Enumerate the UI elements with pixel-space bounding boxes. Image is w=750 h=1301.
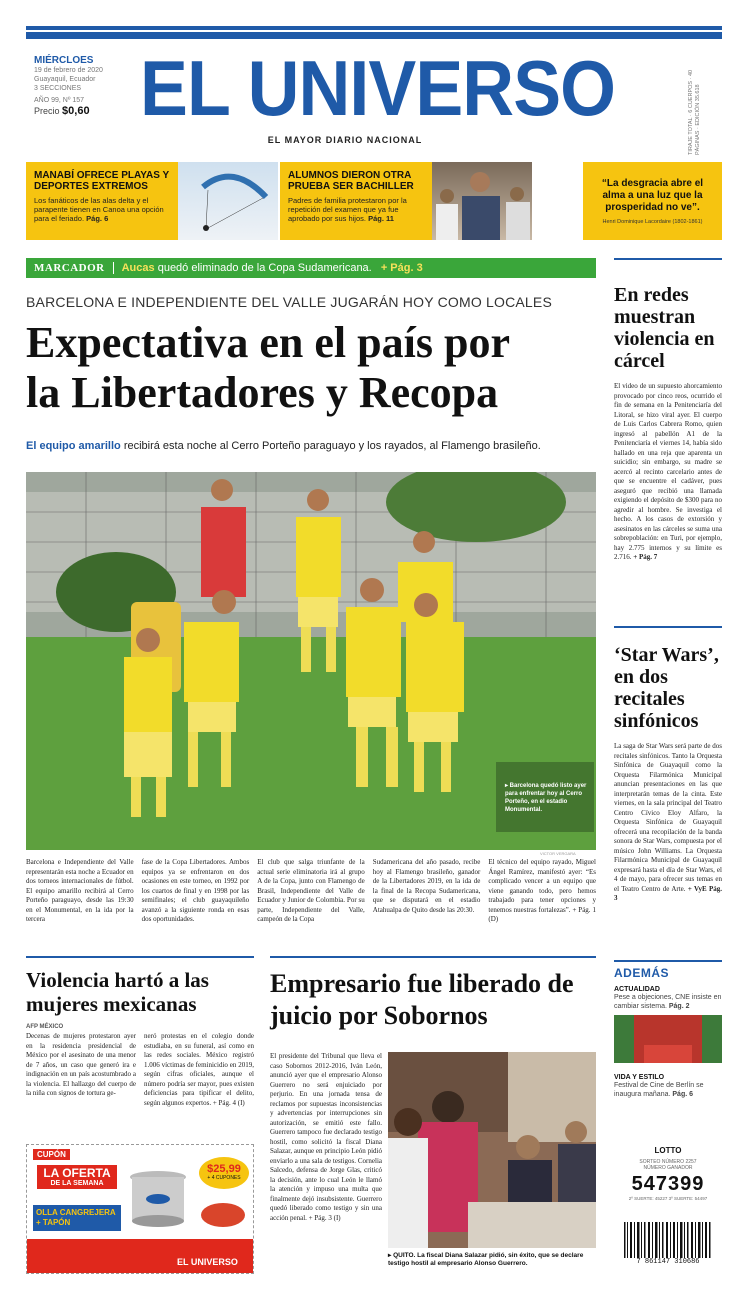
- body-column: Barcelona e Independiente del Valle representarán esta noche a Ecuador en dos torneos internacionales de fútbol. El equipo amarillo recibirá al Cerro Porteño paraguayo, desde las 19:30 en el Monumental, en la ida por la tercera: [26, 858, 134, 923]
- side-rule: [614, 258, 722, 260]
- story-empresario[interactable]: [270, 956, 596, 1032]
- date-block: [34, 55, 144, 116]
- photo-credit: VICTOR VERGARA: [540, 851, 576, 856]
- promo-title: ALUMNOS DIERON OTRA PRUEBA SER BACHILLER: [288, 170, 414, 192]
- main-photo-caption: ▸ Barcelona quedó listo ayer para enfrentar hoy al Cerro Porteño, en el estadio Monumental.: [505, 783, 587, 813]
- masthead-logo[interactable]: EL UNIVERSO: [140, 44, 616, 132]
- issue-line: AÑO 99, Nº 157: [34, 97, 85, 104]
- paraglider-icon: [178, 162, 278, 240]
- side-headline: En redes muestran violencia en cárcel: [614, 284, 715, 372]
- courtroom-image: [388, 1052, 596, 1248]
- ademas-box: [614, 960, 722, 1099]
- body-column: Sudamericana del año pasado, recibe hoy al Flamengo brasileño, ganador de la Libertadores 2019, en la ida de la final de la Recopa Sudamericana, que se disputará en el estadio Atahualpa de Quito desde las 20:30.: [372, 858, 481, 914]
- courtroom-photo: [388, 1052, 596, 1248]
- lotto-winner-label: NÚMERO GANADOR: [643, 1165, 693, 1171]
- coupon-tag: CUPÓN: [33, 1149, 70, 1160]
- body-column: El club que salga triunfante de la actual serie eliminatoria irá al grupo A de la Copa, junto con Flamengo de Brasil, Independiente del Valle de Ecuador y Junior de Colombia. Por su parte, Independiente del Valle, campeón de la Copa: [257, 858, 365, 923]
- crowd-image: [432, 162, 532, 240]
- lotto-draw: SORTEO NÚMERO 2257: [639, 1159, 697, 1165]
- ademas-section: VIDA Y ESTILO: [614, 1074, 665, 1081]
- promo-body: Los fanáticos de las alas delta y el parapente tienen en Canoa una opción para el feriado. Pág. 6: [34, 196, 164, 223]
- marcador-label: MARCADOR: [34, 262, 105, 274]
- promo-manabi[interactable]: [26, 162, 178, 240]
- crab-image: [195, 1193, 251, 1233]
- weekday: MIÉRCLOES: [34, 55, 94, 66]
- headline-line-2: la Libertadores y Recopa: [26, 368, 499, 417]
- main-body-columns: [26, 858, 596, 925]
- date-line: 19 de febrero de 2020: [34, 67, 103, 74]
- price-value: $0,60: [62, 105, 90, 117]
- students-photo: [432, 162, 532, 240]
- section-rule: [26, 956, 254, 958]
- section-rule: [270, 956, 596, 958]
- headline-line-1: Expectativa en el país por: [26, 318, 510, 367]
- promo-body: Padres de familia protestaron por la repetición del examen que ya fue aprobado por sus hijos. Pág. 11: [288, 196, 407, 223]
- paraglider-image: [178, 162, 278, 240]
- story-violencia[interactable]: [26, 956, 254, 1108]
- slogan: EL MAYOR DIARIO NACIONAL: [267, 135, 423, 145]
- main-kicker: BARCELONA E INDEPENDIENTE DEL VALLE JUGARÁN HOY COMO LOCALES: [26, 294, 552, 310]
- lotto-extra: 2º SUERTE: 45227 3º SUERTE: 54497: [628, 1196, 708, 1201]
- marcador-bar[interactable]: [26, 258, 596, 278]
- barcode-number: 7 861147 310686: [636, 1258, 700, 1266]
- coupon-brand: EL UNIVERSO: [177, 1257, 238, 1267]
- marcador-team: Aucas: [121, 262, 155, 274]
- ademas-item[interactable]: Pese a objeciones, CNE insiste en cambiar sistema. Pág. 2: [614, 994, 722, 1010]
- lotto-box: [614, 1146, 722, 1201]
- price-line: [34, 107, 144, 116]
- quote-author: Henri Dominique Lacordaire (1802-1861): [602, 219, 703, 225]
- violencia-dateline: AFP MÉXICO: [26, 1024, 64, 1030]
- price-label: Precio: [34, 106, 60, 116]
- empresario-body: El presidente del Tribunal que lleva el caso Sobornos 2012-2016, Iván León, anunció ayer que el empresario Alonso Guerrero no será enjuiciado por perjurio. En una jornada tensa de reclamos por supuestas inconsistencias y advertencias por interrupciones sin autorización, se emitió este fallo. Guerrero tampoco fue declarado testigo hostil, como solicitó la fiscal Diana Salazar, aunque en principio León pidió enviarlo a una sala de testigos. Cornelia Salcedo, defensa de Jorge Glas, criticó la decisión, ante lo cual León le llamó la atención y impuso una multa que finalmente dejó insubsistente. Guerrero quedó liberado como testigo y sin una acción penal. + Pág. 3 (I): [270, 1052, 382, 1222]
- pot-icon: [123, 1161, 193, 1241]
- deck-text: recibirá esta noche al Cerro Porteño paraguayo y los rayados, al Flamengo brasileño.: [123, 440, 541, 452]
- side-headline: ‘Star Wars’, en dos recitales sinfónicos: [614, 644, 719, 732]
- violencia-col: Decenas de mujeres protestaron ayer en la residencia presidencial de México por el asesinato de una menor de 7 años, un caso que generó ira e indignación en un país acostumbrado a la violencia. El hallazgo del cuerpo de la niña con signos de tortura ge-: [26, 1032, 136, 1097]
- main-headline[interactable]: [26, 318, 596, 418]
- quote-text: “La desgracia abre el alma a una luz que la prosperidad no ve”.: [601, 178, 704, 213]
- ademas-section: ACTUALIDAD: [614, 986, 660, 993]
- lotto-number: 547399: [631, 1173, 705, 1195]
- promo-title: MANABÍ OFRECE PLAYAS Y DEPORTES EXTREMOS: [34, 170, 170, 192]
- berlin-festival-image: [614, 1015, 722, 1063]
- body-column: El técnico del equipo rayado, Miguel Ángel Ramírez, manifestó ayer: “Es complicado vencer a un equipo que viene ganando todo, pero hemos trabajado para tener opciones y tenemos nuestras fortalezas”. + Pág. 1 (D): [488, 858, 596, 923]
- ademas-item[interactable]: Festival de Cine de Berlín se inaugura mañana. Pág. 6: [614, 1082, 704, 1098]
- side-rule: [614, 626, 722, 628]
- promo-bachiller[interactable]: [280, 162, 432, 240]
- coupon-price-badge: $25,99 + 4 CUPONES: [199, 1157, 249, 1189]
- marcador-ref: + Pág. 3: [380, 262, 423, 274]
- empresario-headline: Empresario fue liberado de juicio por Sobornos: [270, 969, 574, 1030]
- side-body: La saga de Star Wars será parte de dos recitales sinfónicos. Tanto la Orquesta Sinfónica de Guayaquil como la Orquesta Filarmónica Municipal anuncian presentaciones en las que interpretarán temas de la cinta. Este viernes, en la sala principal del Teatro Centro Cívico Eloy Alfaro, la Orquesta Sinfónica de Guayaquil ofrecerá una recopilación de la banda sonora de Star Wars, compuesta por el músico John Williams. La Orquesta Filarmónica Municipal de Guayaquil expresará hasta el día de Star Wars, el 4 de mayo, para ofrecer sus temas en el Teatro Centro de Arte. + VyE Pág. 3: [614, 742, 722, 902]
- side-body: El video de un supuesto ahorcamiento provocado por cinco reos, ocurrido el fin de semana en la Penitenciaría del Litoral, se hizo viral ayer. El cuerpo de Luis Carlos Cabrera Romo, quien ingresó al pabellón A1 de la Penitenciaría el viernes 14, había sido hallado en una reja que aparenta un suicidio; sin embargo, su madre se acercó al recinto carcelario antes de que se encuentre el cadáver, pues aseguró que recibió una llamada exigiendo el depósito de $300 para no agredir al hombre. Se investiga el hecho. A los casos de extorsión y asesinatos en las cárceles se suma una sobrepoblación: en Turi, por ejemplo, hay 2.775 internos y su límite es 2.716. + Pág. 7: [614, 382, 722, 561]
- vertical-info: TIRAJE TOTAL · 6 CUERPOS · 40 PÁGINAS · EDICIÓN 35.618: [688, 69, 701, 155]
- quote-box: [583, 162, 722, 240]
- courtroom-caption: ▸ QUITO. La fiscal Diana Salazar pidió, sin éxito, que se declare testigo hostil al empresario Alonso Guerrero.: [388, 1252, 584, 1267]
- marcador-text: quedó eliminado de la Copa Sudamericana.: [157, 262, 372, 274]
- city-line: Guayaquil, Ecuador: [34, 76, 96, 83]
- coupon-product: OLLA CANGREJERA + TAPÓN: [33, 1205, 121, 1231]
- coupon-footer-band: [27, 1239, 253, 1273]
- body-column: fase de la Copa Libertadores. Ambos equipos ya se enfrentaron en dos ocasiones en este torneo, en 1992 por los cuartos de final y en 1998 por las semifinales; el club guayaquileño avanzó a la siguiente ronda en esas dos oportunidades.: [141, 858, 250, 923]
- top-bar: [26, 26, 722, 39]
- coupon-ad[interactable]: [26, 1144, 254, 1274]
- ademas-label: ADEMÁS: [614, 966, 670, 980]
- main-deck: [26, 440, 596, 452]
- side-story-starwars[interactable]: [614, 626, 722, 904]
- violencia-col: neró protestas en el colegio donde estudiaba, en su funeral, así como en las redes sociales. México registró 1.006 víctimas de feminicidio en 2019, según cifras oficiales, aunque el número podría ser mayor, pues existen deficiencias para tipificar el delito, según algunos expertos. + Pág. 4 (I): [144, 1032, 254, 1107]
- lotto-label: LOTTO: [654, 1146, 682, 1155]
- violencia-headline: Violencia hartó a las mujeres mexicanas: [26, 968, 209, 1016]
- deck-lead: El equipo amarillo: [26, 440, 121, 452]
- sections-line: 3 SECCIONES: [34, 85, 82, 92]
- side-story-carcel[interactable]: [614, 258, 722, 563]
- section-rule: [614, 960, 722, 962]
- coupon-title: LA OFERTA DE LA SEMANA: [37, 1165, 117, 1189]
